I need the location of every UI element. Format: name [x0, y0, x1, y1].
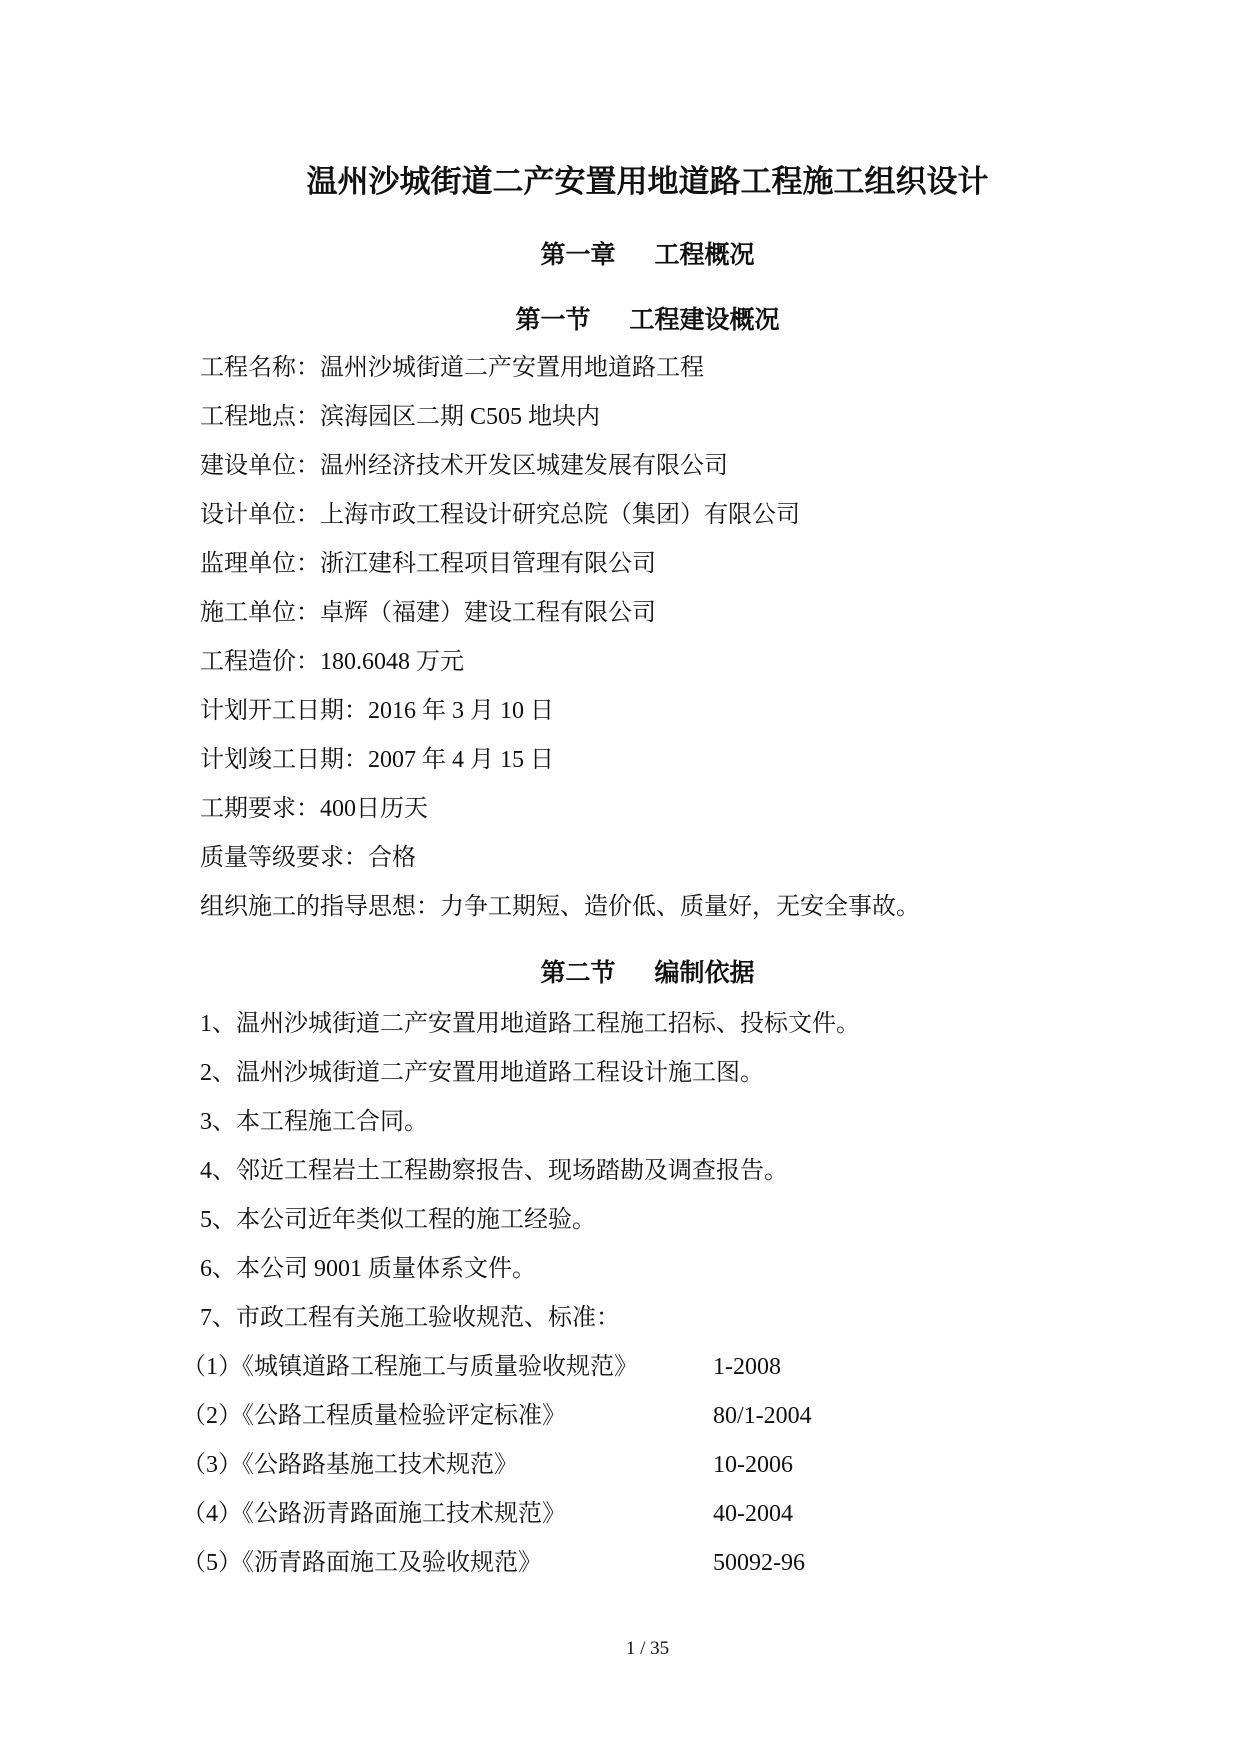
- info-label: 计划竣工日期：: [200, 747, 368, 773]
- basis-item: [200, 1294, 860, 1343]
- info-label: 监理单位：: [200, 551, 320, 577]
- standard-item: [182, 1539, 805, 1588]
- basis-item: [200, 1245, 860, 1294]
- standard-name: 《公路沥青路面施工技术规范》: [242, 1501, 566, 1527]
- chapter-heading: [54, 243, 1241, 269]
- basis-number: 6、: [200, 1256, 236, 1282]
- standard-number: （5）: [182, 1550, 242, 1576]
- standard-number: （2）: [182, 1403, 242, 1429]
- info-value: 温州经济技术开发区城建发展有限公司: [320, 453, 728, 479]
- basis-number: 2、: [200, 1060, 236, 1086]
- info-value: 卓辉（福建）建设工程有限公司: [320, 600, 656, 626]
- standard-name: 《公路路基施工技术规范》: [242, 1452, 518, 1478]
- info-line: [200, 344, 920, 393]
- chapter-name: 工程概况: [654, 242, 755, 269]
- section-heading-1: [54, 308, 1241, 334]
- standard-name: 《城镇道路工程施工与质量验收规范》: [242, 1354, 638, 1380]
- basis-item: [200, 1098, 860, 1147]
- info-label: 施工单位：: [200, 600, 320, 626]
- info-label: 质量等级要求：: [200, 845, 368, 871]
- info-value: 180.6048 万元: [320, 649, 464, 675]
- standard-number: （4）: [182, 1501, 242, 1527]
- basis-text: 本工程施工合同。: [236, 1109, 428, 1135]
- info-line: [200, 638, 920, 687]
- info-label: 计划开工日期：: [200, 698, 368, 724]
- basis-number: 5、: [200, 1207, 236, 1233]
- info-line: [200, 589, 920, 638]
- page-number: 1 / 35: [625, 1638, 670, 1659]
- standard-code: 1-2008: [713, 1354, 781, 1380]
- info-line: [200, 442, 920, 491]
- basis-text: 温州沙城街道二产安置用地道路工程设计施工图。: [236, 1060, 764, 1086]
- standard-number: （1）: [182, 1354, 242, 1380]
- standard-code: 80/1-2004: [713, 1403, 812, 1429]
- info-label: 工程地点：: [200, 404, 320, 430]
- info-label: 组织施工的指导思想：: [200, 894, 440, 920]
- info-label: 设计单位：: [200, 502, 320, 528]
- standard-code: 10-2006: [713, 1452, 793, 1478]
- basis-text: 温州沙城街道二产安置用地道路工程施工招标、投标文件。: [236, 1011, 860, 1037]
- info-label: 工程名称：: [200, 355, 320, 381]
- info-value: 温州沙城街道二产安置用地道路工程: [320, 355, 704, 381]
- info-line: [200, 736, 920, 785]
- info-line: [200, 883, 920, 932]
- standard-item: [182, 1392, 812, 1441]
- info-value: 2016 年 3 月 10 日: [368, 698, 554, 724]
- basis-item: [200, 1049, 860, 1098]
- standard-item: [182, 1441, 793, 1490]
- section-heading-2: [54, 961, 1241, 987]
- basis-text: 本公司 9001 质量体系文件。: [236, 1256, 536, 1282]
- basis-number: 1、: [200, 1011, 236, 1037]
- info-line: [200, 785, 920, 834]
- standard-code: 50092-96: [713, 1550, 805, 1576]
- info-value: 浙江建科工程项目管理有限公司: [320, 551, 656, 577]
- basis-list: [200, 1000, 860, 1343]
- standard-item: [182, 1490, 793, 1539]
- basis-text: 本公司近年类似工程的施工经验。: [236, 1207, 596, 1233]
- project-info-list: [200, 344, 920, 932]
- section-number: 第一节: [515, 307, 591, 334]
- basis-item: [200, 1000, 860, 1049]
- info-label: 工程造价：: [200, 649, 320, 675]
- info-line: [200, 393, 920, 442]
- standard-name: 《公路工程质量检验评定标准》: [242, 1403, 566, 1429]
- basis-text: 邻近工程岩土工程勘察报告、现场踏勘及调查报告。: [236, 1158, 788, 1184]
- standard-number: （3）: [182, 1452, 242, 1478]
- info-label: 工期要求：: [200, 796, 320, 822]
- standard-name: 《沥青路面施工及验收规范》: [242, 1550, 542, 1576]
- info-value: 2007 年 4 月 15 日: [368, 747, 554, 773]
- info-line: [200, 687, 920, 736]
- info-value: 力争工期短、造价低、质量好，无安全事故。: [440, 894, 920, 920]
- info-line: [200, 540, 920, 589]
- basis-number: 3、: [200, 1109, 236, 1135]
- chapter-number: 第一章: [540, 242, 616, 269]
- section-name: 工程建设概况: [629, 307, 780, 334]
- basis-number: 4、: [200, 1158, 236, 1184]
- info-line: [200, 834, 920, 883]
- basis-number: 7、: [200, 1305, 236, 1331]
- info-value: 合格: [368, 845, 416, 871]
- info-line: [200, 491, 920, 540]
- standard-code: 40-2004: [713, 1501, 793, 1527]
- basis-item: [200, 1196, 860, 1245]
- basis-text: 市政工程有关施工验收规范、标准：: [236, 1305, 620, 1331]
- info-label: 建设单位：: [200, 453, 320, 479]
- info-value: 上海市政工程设计研究总院（集团）有限公司: [320, 502, 800, 528]
- document-title: 温州沙城街道二产安置用地道路工程施工组织设计: [306, 164, 989, 199]
- info-value: 滨海园区二期 C505 地块内: [320, 404, 601, 430]
- section-name: 编制依据: [654, 960, 755, 987]
- info-value: 400日历天: [320, 796, 428, 822]
- section-number: 第二节: [540, 960, 616, 987]
- standards-list: [182, 1343, 812, 1588]
- basis-item: [200, 1147, 860, 1196]
- standard-item: [182, 1343, 781, 1392]
